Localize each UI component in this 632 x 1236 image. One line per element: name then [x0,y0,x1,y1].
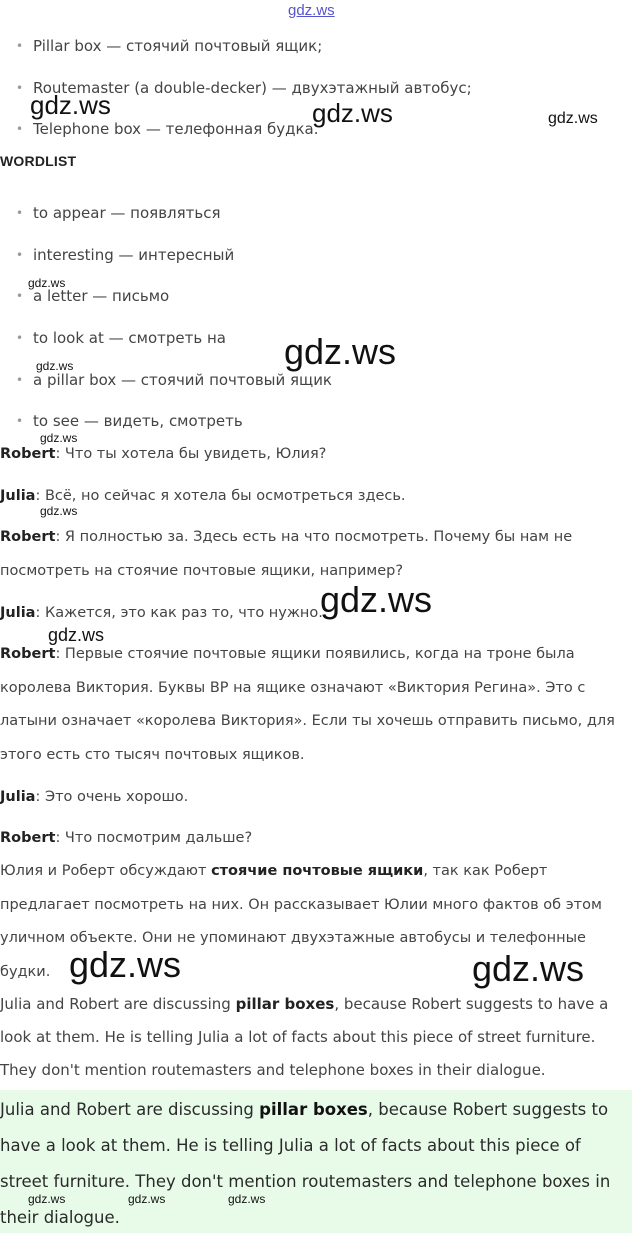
dialogue-line: Robert: Что ты хотела бы увидеть, Юлия? [0,446,327,462]
speaker: Robert [0,529,56,545]
summary-english: Julia and Robert are discussing pillar boxes, because Robert suggests to have a look at them. He is telling Julia a lot of facts about this piece of street furniture. They don't mention routemasters and telephone boxes in their dialogue. [0,995,609,1079]
watermark: gdz.ws [320,579,433,620]
wordlist-heading: WORDLIST [0,153,77,169]
list-item: • to appear — появляться [16,204,221,222]
dialogue-line: Robert: Первые стоячие почтовые ящики появились, когда на троне была королева Виктория. Буквы BP на ящике означают «Виктория Регина». Это с латыни означает «королева Виктория». Если ты хочешь отправить письмо, для этого есть сто тысяч почтовых ящиков. [0,646,615,763]
watermark: gdz.ws [30,90,111,120]
list-item: • a pillar box — стоячий почтовый ящик [16,371,332,389]
speaker: Robert [0,446,56,462]
watermark: gdz.ws [312,98,393,128]
list-item: • Telephone box — телефонная будка. [16,120,319,138]
watermark: gdz.ws [40,504,78,518]
watermark: gdz.ws [28,276,66,290]
dialogue-line: Julia: Всё, но сейчас я хотела бы осмотреться здесь. [0,488,406,504]
speaker: Julia [0,605,36,621]
dialogue-line: Julia: Кажется, это как раз то, что нужно. [0,605,323,621]
watermark: gdz.ws [548,110,598,127]
list-item: • a letter — письмо [16,287,169,305]
watermark: gdz.ws [36,359,74,373]
watermark: gdz.ws [48,625,105,645]
speaker: Robert [0,646,56,662]
list-item: • to look at — смотреть на [16,329,226,347]
speaker: Julia [0,488,36,504]
dialogue-line: Robert: Я полностью за. Здесь есть на что посмотреть. Почему бы нам не посмотреть на стоячие почтовые ящики, например? [0,529,573,579]
watermark: gdz.ws [128,1192,166,1206]
watermark: gdz.ws [69,944,182,985]
speaker: Julia [0,789,36,805]
answer-box: Julia and Robert are discussing pillar boxes, because Robert suggests to have a look at them. He is telling Julia a lot of facts about this piece of street furniture. They don't mention routemasters and telephone boxes in their dialogue. [0,1090,632,1233]
summary-russian: Юлия и Роберт обсуждают стоячие почтовые ящики, так как Роберт предлагает посмотреть на них. Он рассказывает Юлии много фактов об этом уличном объекте. Они не упоминают двухэтажные автобусы и телефонные будки. [0,863,602,980]
list-item: • to see — видеть, смотреть [16,412,243,430]
watermark: gdz.ws [228,1192,266,1206]
watermark: gdz.ws [28,1192,66,1206]
speaker: Robert [0,830,56,846]
list-item: • Routemaster (a double-decker) — двухэтажный автобус; [16,79,472,97]
watermark-top-link[interactable]: gdz.ws [288,2,335,19]
list-item: • Pillar box — стоячий почтовый ящик; [16,37,322,55]
dialogue-line: Julia: Это очень хорошо. [0,789,189,805]
watermark: gdz.ws [284,331,397,372]
watermark: gdz.ws [40,431,78,445]
watermark: gdz.ws [472,948,585,989]
list-item: • interesting — интересный [16,246,234,264]
dialogue-line: Robert: Что посмотрим дальше? [0,830,253,846]
